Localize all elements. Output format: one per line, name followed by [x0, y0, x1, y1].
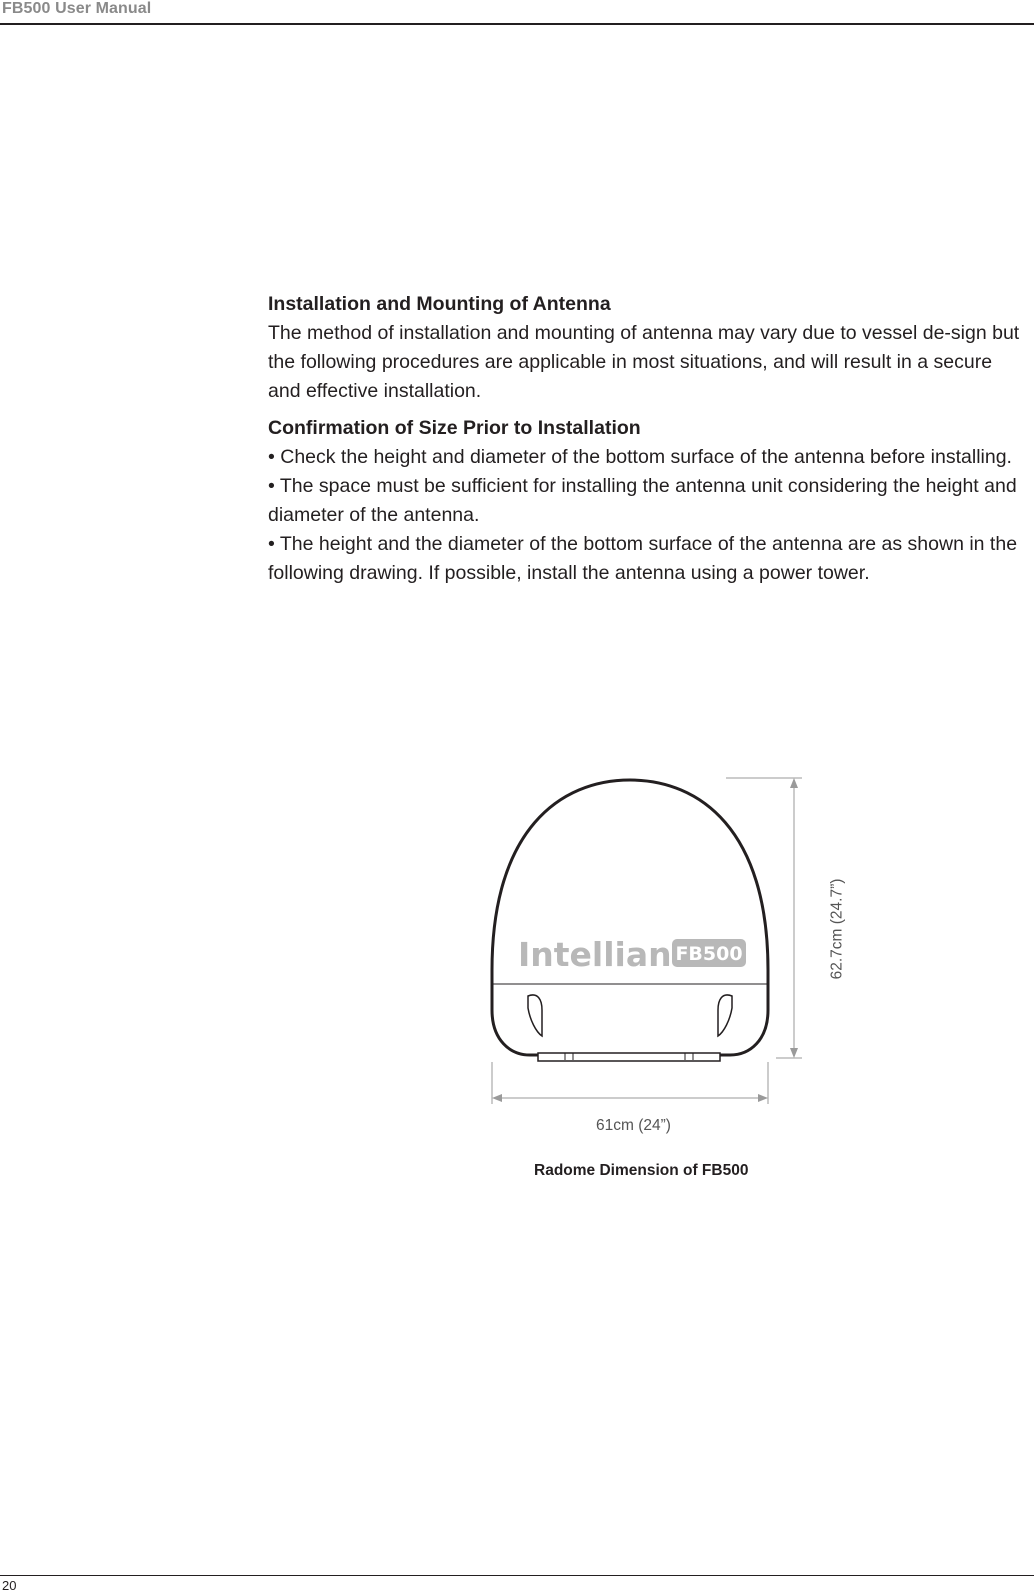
- figure-caption: Radome Dimension of FB500: [534, 1162, 749, 1179]
- running-header: FB500 User Manual: [2, 0, 152, 17]
- width-arrow-right: [758, 1094, 768, 1102]
- bullet-item: • Check the height and diameter of the bottom surface of the antenna before installing.: [268, 446, 1012, 468]
- height-dimension-label: 62.7cm (24.7”): [828, 878, 846, 980]
- intellian-logo: Intellian: [518, 935, 672, 974]
- width-arrow-left: [492, 1094, 502, 1102]
- height-arrow-bottom: [790, 1048, 798, 1058]
- main-content: [268, 290, 1028, 588]
- subsection-heading: Confirmation of Size Prior to Installation: [268, 417, 641, 439]
- bullet-item: • The space must be sufficient for installing the antenna unit considering the height and diameter of the antenna.: [268, 475, 1017, 526]
- section-intro: The method of installation and mounting of antenna may vary due to vessel de-sign but the following procedures are applicable in most situations, and will result in a secure and effective installation.: [268, 322, 1020, 402]
- section-heading: Installation and Mounting of Antenna: [268, 293, 611, 315]
- radome-figure: [480, 770, 860, 1140]
- page-number: 20: [2, 1578, 17, 1593]
- header-divider: [0, 23, 1034, 25]
- radome-outline: [492, 780, 768, 1055]
- footer-divider: [0, 1575, 1034, 1576]
- width-dimension-label: 61cm (24”): [596, 1117, 671, 1134]
- model-badge-text: FB500: [675, 943, 743, 965]
- bullet-item: • The height and the diameter of the bottom surface of the antenna are as shown in the following drawing. If possible, install the antenna using a power tower.: [268, 533, 1018, 584]
- radome-drawing: [480, 770, 860, 1140]
- height-arrow-top: [790, 778, 798, 788]
